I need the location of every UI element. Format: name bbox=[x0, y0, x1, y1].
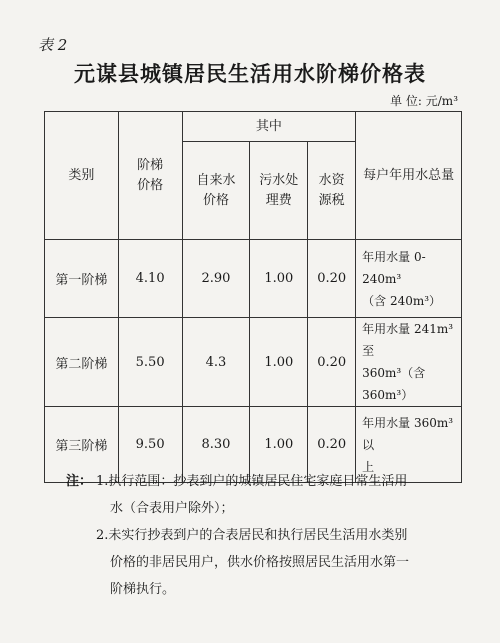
note-number: 1. bbox=[96, 474, 109, 489]
row-volume-line1: 年用水量 241m³ 至 bbox=[362, 322, 454, 358]
header-tap-price bbox=[182, 142, 250, 240]
note-text bbox=[96, 468, 486, 495]
header-tier-price-line2: 价格 bbox=[137, 177, 164, 193]
note-line: 水（合表用户除外）； bbox=[110, 501, 234, 516]
note-number: 2. bbox=[96, 528, 109, 543]
price-table bbox=[44, 111, 462, 483]
row-sewage-fee: 1.00 bbox=[250, 318, 308, 407]
header-group: 其中 bbox=[182, 112, 356, 142]
document-title: 元谋县城镇居民生活用水阶梯价格表 bbox=[74, 61, 426, 86]
row-tap-price: 2.90 bbox=[182, 240, 250, 318]
note-line: 价格的非居民用户，供水价格按照居民生活用水第一 bbox=[110, 555, 410, 570]
row-volume-line2: 360m³（含 360m³） bbox=[362, 366, 426, 402]
row-volume-line2: 上 bbox=[362, 459, 375, 474]
row-volume-line2: （含 240m³） bbox=[362, 293, 442, 308]
note-line: 未实行抄表到户的合表居民和执行居民生活用水类别 bbox=[108, 528, 408, 543]
row-tap-price: 4.3 bbox=[182, 318, 250, 407]
note-continuation bbox=[66, 576, 486, 603]
table-row bbox=[45, 240, 462, 318]
row-tier: 第一阶梯 bbox=[45, 240, 119, 318]
note-item bbox=[66, 522, 486, 549]
row-sewage-fee: 1.00 bbox=[250, 240, 308, 318]
row-tier: 第二阶梯 bbox=[45, 318, 119, 407]
header-annual-volume: 每户年用水总量 bbox=[356, 112, 462, 240]
unit-note: 单 位: 元/m³ bbox=[390, 94, 458, 108]
note-line: 执行范围：抄表到户的城镇居民住宅家庭日常生活用 bbox=[108, 474, 408, 489]
header-sewage-fee-line1: 污水处 bbox=[259, 172, 299, 188]
notes bbox=[66, 468, 486, 603]
header-sewage-fee-line2: 理费 bbox=[265, 192, 292, 208]
table-row bbox=[45, 318, 462, 407]
row-volume-line1: 年用水量 0-240m³ bbox=[362, 249, 426, 286]
header-category: 类别 bbox=[45, 112, 119, 240]
row-price: 5.50 bbox=[118, 318, 182, 407]
note-continuation bbox=[66, 549, 486, 576]
header-tier-price-line1: 阶梯 bbox=[137, 157, 164, 173]
row-volume-line1: 年用水量 360m³ 以 bbox=[362, 415, 454, 452]
header-tap-price-line1: 自来水 bbox=[196, 172, 236, 188]
header-sewage-fee bbox=[250, 142, 308, 240]
header-resource-tax-line1: 水资 bbox=[318, 172, 345, 188]
header-resource-tax-line2: 源税 bbox=[318, 192, 345, 208]
table-label: 表 2 bbox=[38, 36, 68, 54]
row-price: 4.10 bbox=[118, 240, 182, 318]
row-volume bbox=[356, 318, 462, 407]
row-price: 9.50 bbox=[118, 407, 182, 483]
row-resource-tax: 0.20 bbox=[308, 318, 356, 407]
header-tap-price-line2: 价格 bbox=[202, 192, 229, 208]
row-tier: 第三阶梯 bbox=[45, 407, 119, 483]
row-resource-tax: 0.20 bbox=[308, 240, 356, 318]
note-item bbox=[66, 468, 486, 495]
note-continuation bbox=[66, 495, 486, 522]
row-sewage-fee: 1.00 bbox=[250, 407, 308, 483]
header-resource-tax bbox=[308, 142, 356, 240]
note-line: 阶梯执行。 bbox=[110, 582, 176, 597]
notes-prefix: 注： bbox=[66, 474, 93, 489]
row-tap-price: 8.30 bbox=[182, 407, 250, 483]
header-tier-price bbox=[118, 112, 182, 240]
row-volume bbox=[356, 240, 462, 318]
row-resource-tax: 0.20 bbox=[308, 407, 356, 483]
